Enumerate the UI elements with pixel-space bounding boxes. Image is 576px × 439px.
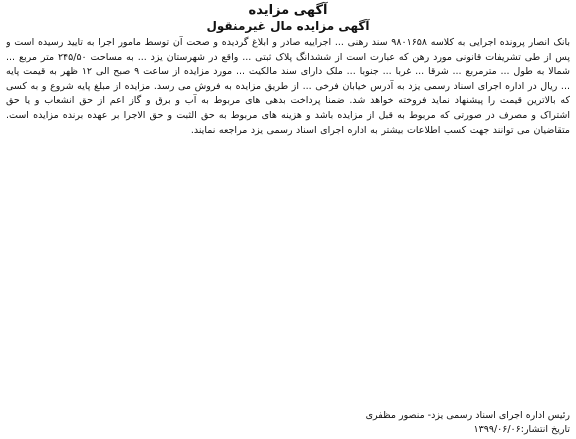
notice-title: آگهی مزایده [248, 3, 328, 18]
notice-subtitle: آگهی مزایده مال غیرمنقول [206, 19, 370, 33]
publication-date: تاریخ انتشار:۱۳۹۹/۰۶/۰۶ [473, 424, 570, 435]
notice-signature: رئیس اداره اجرای اسناد رسمی یزد- منصور مظفری [365, 410, 570, 421]
notice-body: بانک انصار پرونده اجرایی به کلاسه ۹۸۰۱۶۵۸ سند رهنی ... اجراییه صادر و ابلاغ گردیده و صحت آن توسط مامور اجرا به تایید رسیده است و پس از طی تشریفات قانونی مورد رهن که عبارت است از ششدانگ پلاک ثبتی ... واقع در شهرستان یزد ... به مساحت ۲۴۵/۵۰ متر مربع ... شمالا به طول ... مترمربع ... شرقا ... غربا ... جنوبا ... ملک دارای سند مالکیت ... مورد مزایده از ساعت ۹ صبح الی ۱۲ ظهر به قیمت پایه ... ریال در اداره اجرای اسناد رسمی یزد به آدرس خیابان فرخی ... از طریق مزایده به فروش می رسد. مزایده از مبلغ پایه شروع و به کسی که بالاترین قیمت را پیشنهاد نماید فروخته خواهد شد. ضمنا پرداخت بدهی های مربوط به آب و برق و گاز اعم از حق انشعاب و یا حق اشتراک و مصرف در صورتی که مربوط به قبل از مزایده باشد و هزینه های مربوط به حق الثبت و حق الاجرا بر عهده برنده مزایده است. متقاضیان می توانند جهت کسب اطلاعات بیشتر به اداره اجرای اسناد رسمی یزد مراجعه نمایند. [6, 37, 570, 136]
